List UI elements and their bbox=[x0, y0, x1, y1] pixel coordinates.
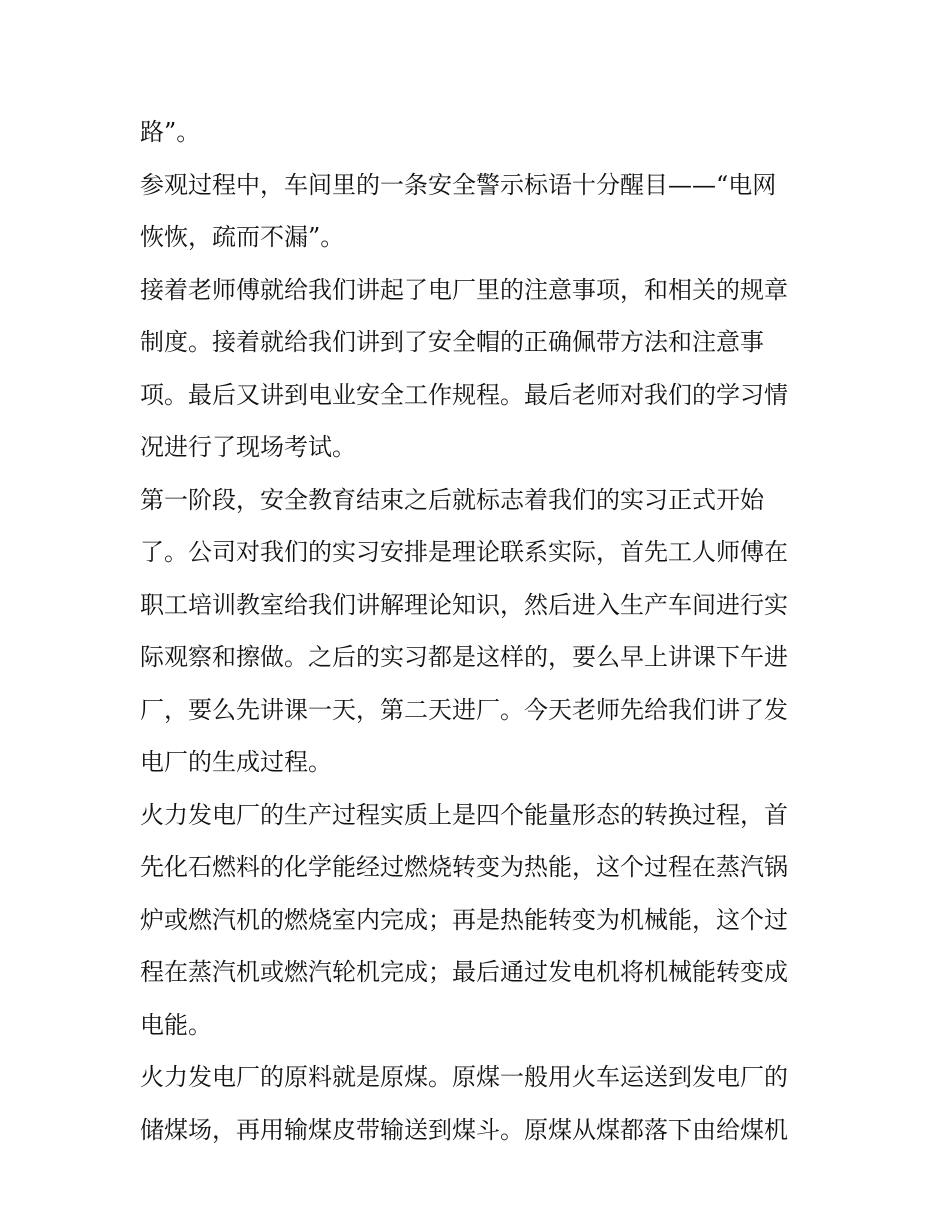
text-line: 了。公司对我们的实习安排是理论联系实际，首先工人师傅在 bbox=[140, 538, 788, 566]
text-line: 参观过程中，车间里的一条安全警示标语十分醒目——“电网 bbox=[140, 170, 777, 199]
paragraph bbox=[140, 789, 812, 1052]
paragraph bbox=[140, 474, 812, 789]
paragraph bbox=[140, 1051, 812, 1156]
paragraph bbox=[140, 106, 812, 159]
text-line: 况进行了现场考试。 bbox=[140, 433, 356, 461]
paragraph bbox=[140, 264, 812, 474]
text-line: 储煤场，再用输煤皮带输送到煤斗。原煤从煤都落下由给煤机 bbox=[140, 1115, 788, 1144]
text-line: 路”。 bbox=[140, 118, 201, 146]
text-line: 炉或燃汽机的燃烧室内完成；再是热能转变为机械能，这个过 bbox=[140, 905, 788, 934]
document-body bbox=[140, 106, 812, 1156]
text-line: 项。最后又讲到电业安全工作规程。最后老师对我们的学习情 bbox=[140, 380, 788, 409]
text-line: 第一阶段，安全教育结束之后就标志着我们的实习正式开始 bbox=[140, 485, 764, 514]
text-line: 接着老师傅就给我们讲起了电厂里的注意事项，和相关的规章 bbox=[140, 275, 788, 304]
paragraph bbox=[140, 159, 812, 264]
text-line: 际观察和擦做。之后的实习都是这样的，要么早上讲课下午进 bbox=[140, 643, 788, 671]
text-line: 火力发电厂的原料就是原煤。原煤一般用火车运送到发电厂的 bbox=[140, 1063, 788, 1091]
text-line: 电能。 bbox=[140, 1010, 212, 1039]
text-line: 火力发电厂的生产过程实质上是四个能量形态的转换过程，首 bbox=[140, 800, 788, 829]
text-line: 电厂的生成过程。 bbox=[140, 748, 332, 776]
text-line: 程在蒸汽机或燃汽轮机完成；最后通过发电机将机械能转变成 bbox=[140, 958, 788, 986]
text-line: 恢恢，疏而不漏”。 bbox=[140, 223, 345, 251]
text-line: 职工培训教室给我们讲解理论知识，然后进入生产车间进行实 bbox=[140, 590, 788, 619]
text-line: 制度。接着就给我们讲到了安全帽的正确佩带方法和注意事 bbox=[140, 328, 764, 356]
text-line: 先化石燃料的化学能经过燃烧转变为热能，这个过程在蒸汽锅 bbox=[140, 853, 788, 881]
text-line: 厂，要么先讲课一天，第二天进厂。今天老师先给我们讲了发 bbox=[140, 695, 788, 724]
